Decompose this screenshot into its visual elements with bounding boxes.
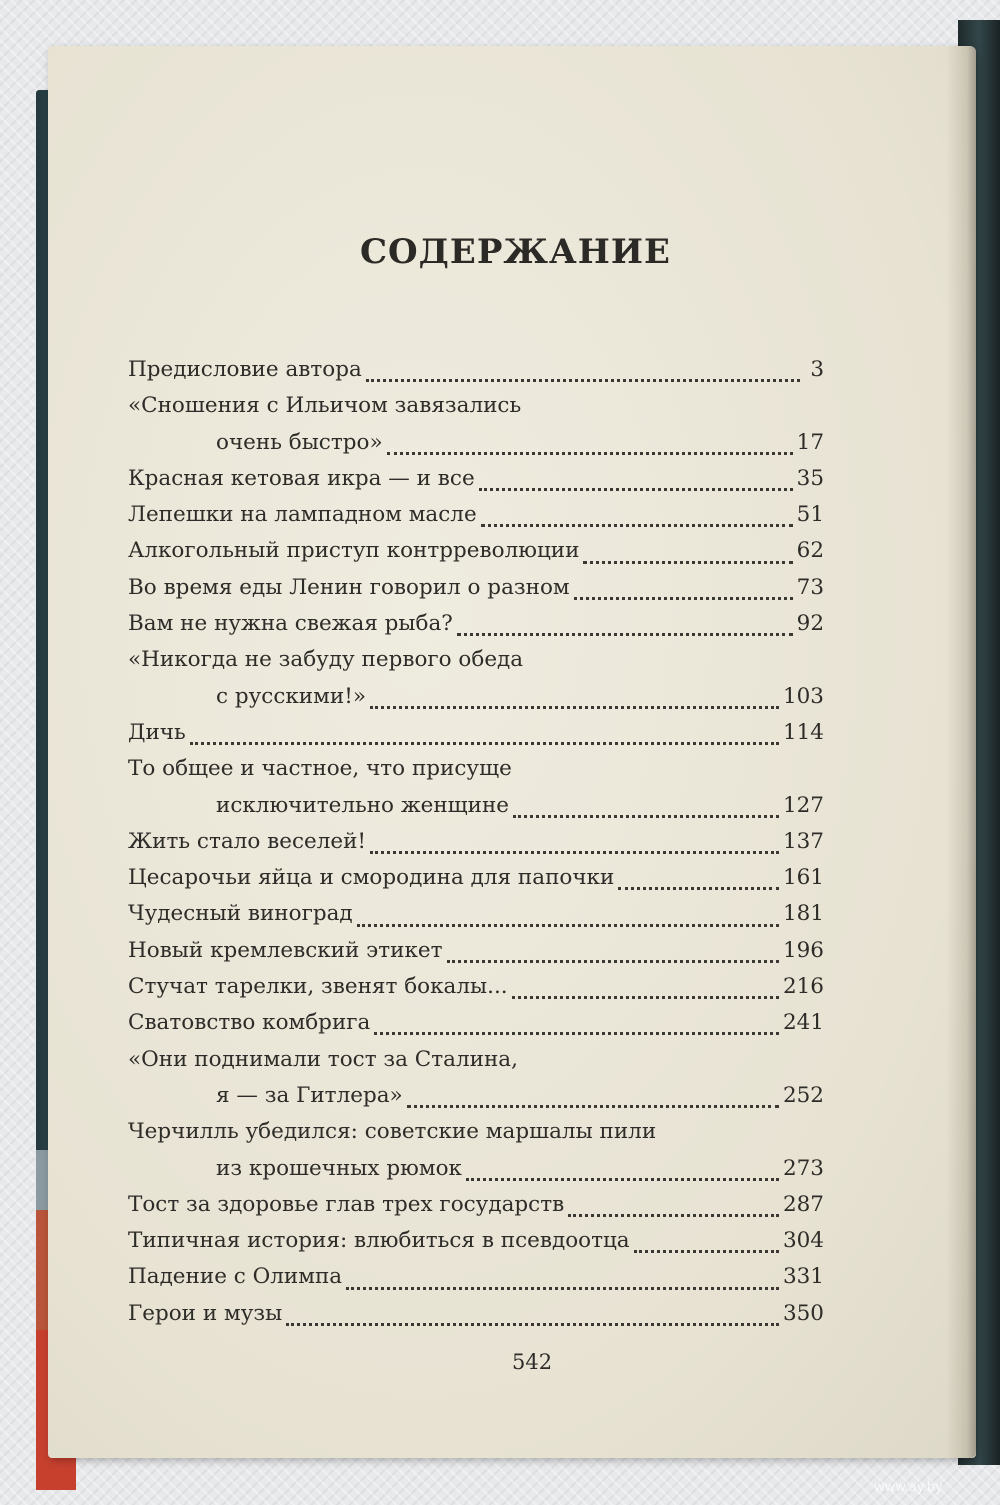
toc-entry-line [128,1114,824,1150]
dot-leader [513,808,779,818]
toc-entry-line [128,1259,824,1295]
toc-entry [128,824,824,860]
toc-entry-line [128,606,824,642]
dot-leader [387,445,793,455]
page-number: 542 [512,1350,553,1374]
toc-entry-continuation [128,788,824,824]
toc-entry [128,497,824,533]
toc-entry-page: 137 [782,828,824,854]
toc-entry [128,1187,824,1223]
toc-entry-title: Черчилль убедился: советские маршалы пили [128,1119,657,1145]
toc-entry-line [128,1187,824,1223]
dot-leader [407,1098,779,1108]
toc-entry-line [128,969,824,1005]
toc-entry-title: «Сношения с Ильичом завязались [128,393,522,419]
table-of-contents [128,352,824,1332]
toc-entry-title: Типичная история: влюбиться в псевдоотца [128,1228,630,1254]
toc-entry [128,642,824,715]
toc-entry [128,860,824,896]
toc-entry [128,352,824,388]
toc-entry [128,933,824,969]
toc-entry-page: 287 [782,1191,824,1217]
toc-entry-line [128,352,824,388]
toc-entry-page: 114 [782,719,824,745]
toc-entry-title: Чудесный виноград [128,901,353,927]
toc-entry [128,1296,824,1332]
toc-entry-title: Стучат тарелки, звенят бокалы... [128,974,508,1000]
dot-leader [479,481,793,491]
page-gutter-shadow [946,46,976,1458]
toc-entry-continuation [128,425,824,461]
toc-entry-continuation [128,1078,824,1114]
toc-entry-page: 51 [796,502,824,528]
toc-entry-title: То общее и частное, что присуще [128,756,512,782]
toc-entry [128,969,824,1005]
toc-entry [128,1259,824,1295]
toc-entry [128,1042,824,1115]
toc-entry-line [128,896,824,932]
toc-entry-page: 196 [782,937,824,963]
toc-entry-title: Падение с Олимпа [128,1264,343,1290]
dot-leader [618,880,779,890]
watermark: www.ay.by [874,1480,943,1495]
toc-entry-page: 62 [796,538,824,564]
dot-leader [374,1025,779,1035]
toc-entry-title: «Они поднимали тост за Сталина, [128,1046,518,1072]
toc-entry-title: Тост за здоровье глав трех государств [128,1191,565,1217]
toc-entry-title: Во время еды Ленин говорил о разном [128,574,570,600]
toc-entry-line [128,933,824,969]
dot-leader [370,844,779,854]
toc-entry-line [128,715,824,751]
toc-entry-title: очень быстро» [216,429,383,455]
toc-entry-title: Красная кетовая икра — и все [128,465,475,491]
toc-entry-page: 216 [782,974,824,1000]
toc-entry-line [128,1296,824,1332]
toc-entry-title: Цесарочьи яйца и смородина для папочки [128,865,615,891]
toc-entry-title: я — за Гитлера» [216,1082,403,1108]
toc-entry-page: 331 [782,1264,824,1290]
dot-leader [568,1207,779,1217]
toc-entry [128,1005,824,1041]
dot-leader [447,953,779,963]
dot-leader [574,590,793,600]
dot-leader [286,1316,779,1326]
toc-entry-line [128,461,824,497]
dot-leader [457,626,793,636]
toc-entry-line [128,533,824,569]
toc-entry-line [128,642,824,678]
toc-entry [128,606,824,642]
dot-leader [370,699,779,709]
dot-leader [583,554,792,564]
toc-entry-line [128,497,824,533]
toc-entry [128,1223,824,1259]
toc-entry-title: Дичь [128,719,186,745]
toc-entry-title: Сватовство комбрига [128,1010,371,1036]
toc-entry-title: Вам не нужна свежая рыба? [128,611,453,637]
toc-entry-title: Предисловие автора [128,357,362,382]
toc-entry-page: 350 [782,1300,824,1326]
toc-entry-page: 103 [782,683,824,709]
toc-entry [128,388,824,461]
toc-entry-line [128,824,824,860]
toc-entry [128,715,824,751]
toc-entry-title: «Никогда не забуду первого обеда [128,647,524,673]
toc-entry-line [128,1005,824,1041]
toc-entry-page: 17 [796,429,824,455]
toc-entry-line [128,388,824,424]
toc-entry-page: 3 [810,357,824,382]
toc-entry-continuation [128,679,824,715]
toc-entry [128,570,824,606]
toc-entry-page: 252 [782,1082,824,1108]
page-title: СОДЕРЖАНИЕ [360,232,671,272]
toc-entry-line [128,751,824,787]
toc-entry-title: Жить стало веселей! [128,828,367,854]
toc-entry-line [128,860,824,896]
toc-entry-continuation [128,1151,824,1187]
toc-entry-page: 181 [782,901,824,927]
toc-entry-page: 304 [782,1228,824,1254]
toc-entry-page: 273 [782,1155,824,1181]
dot-leader [190,735,779,745]
toc-entry-title: Новый кремлевский этикет [128,937,443,963]
toc-entry [128,751,824,824]
toc-entry [128,1114,824,1187]
toc-entry-title: Алкогольный приступ контрреволюции [128,538,580,564]
dot-leader [346,1280,779,1290]
toc-entry-line [128,1223,824,1259]
toc-entry-title: из крошечных рюмок [216,1155,462,1181]
dot-leader [466,1171,779,1181]
toc-entry-title: Герои и музы [128,1300,283,1326]
dot-leader [357,917,779,927]
toc-entry [128,533,824,569]
toc-entry-page: 73 [796,574,824,600]
toc-entry-page: 127 [782,792,824,818]
toc-entry-line [128,1042,824,1078]
toc-entry-page: 35 [796,465,824,491]
dot-leader [634,1243,779,1253]
toc-entry-page: 92 [796,611,824,637]
toc-entry-page: 161 [782,865,824,891]
dot-leader [481,517,793,527]
dot-leader [366,372,800,382]
toc-entry-title: Лепешки на лампадном масле [128,502,477,528]
toc-entry-title: с русскими!» [216,683,366,709]
toc-entry-title: исключительно женщине [216,792,510,818]
toc-entry [128,896,824,932]
toc-entry [128,461,824,497]
toc-entry-line [128,570,824,606]
dot-leader [512,989,779,999]
toc-entry-page: 241 [782,1010,824,1036]
